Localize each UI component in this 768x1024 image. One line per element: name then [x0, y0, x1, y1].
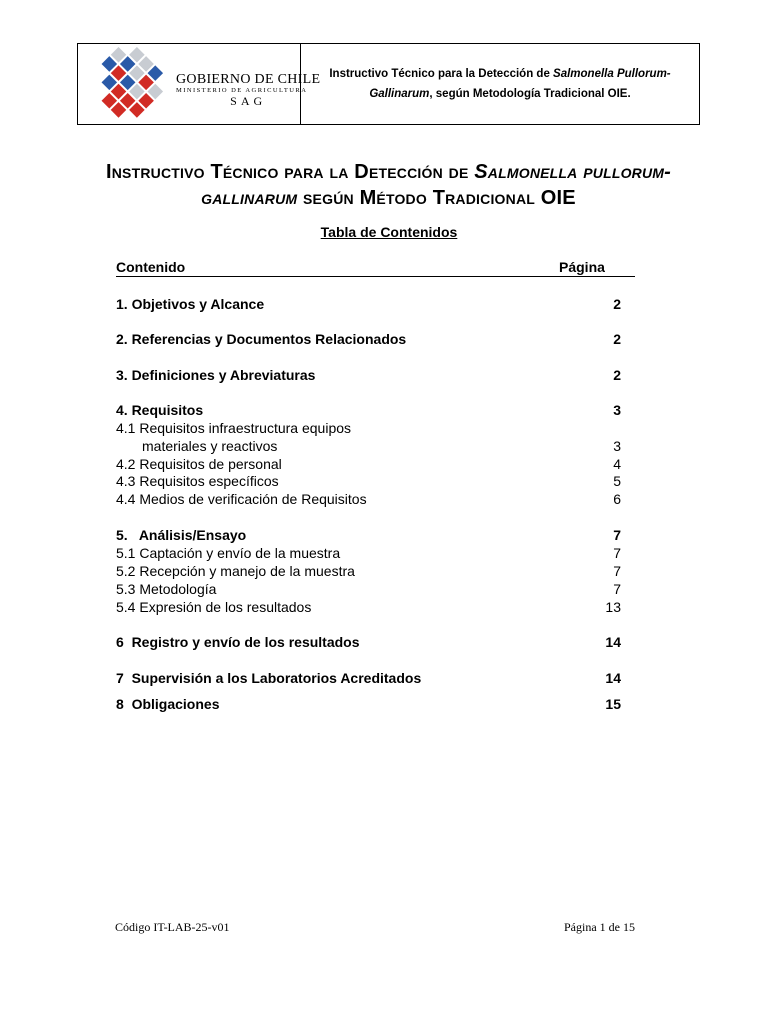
toc-entry-page: 7 — [613, 581, 621, 597]
toc-entry-text: 5.1 Captación y envío de la muestra — [116, 545, 341, 561]
toc-heading: Tabla de Contenidos — [320, 224, 458, 240]
toc-entry-page: 13 — [605, 599, 621, 615]
toc-entry-text: 4. Requisitos — [116, 402, 204, 418]
logo-ministerio-text: MINISTERIO DE AGRICULTURA — [176, 87, 308, 94]
toc-entry — [116, 330, 621, 348]
footer-document-code: Código IT-LAB-25-v01 — [115, 920, 230, 934]
toc-entry — [116, 401, 621, 419]
toc-entry-text: 5.3 Metodología — [116, 581, 217, 597]
header-table — [77, 43, 700, 125]
toc-entry-text: 2. Referencias y Documentos Relacionados — [116, 331, 407, 347]
toc-entry — [116, 562, 621, 580]
toc-entry-text: 7 Supervisión a los Laboratorios Acreditados — [116, 670, 422, 686]
toc-entry — [116, 580, 621, 598]
document-title — [80, 159, 697, 211]
toc-entry — [116, 472, 621, 490]
toc-entry — [116, 669, 621, 687]
toc-entry — [116, 419, 621, 437]
toc-entry-page: 5 — [613, 473, 621, 489]
header-title-part1: Instructivo Técnico para la Detección de — [329, 68, 554, 80]
toc-entry-text: 5.2 Recepción y manejo de la muestra — [116, 563, 355, 579]
toc-entry — [116, 437, 621, 455]
toc-entry-page: 14 — [605, 670, 621, 686]
toc-entry-page: 3 — [613, 438, 621, 454]
toc-entry-page: 2 — [613, 331, 621, 347]
footer-page-number: Página 1 de 15 — [564, 920, 635, 934]
toc-entry — [116, 366, 621, 384]
toc-entry-page: 7 — [613, 527, 621, 543]
toc-entry-page: 14 — [605, 634, 621, 650]
toc-entry — [116, 455, 621, 473]
header-title-italic: Salmonella Pullorum-Gallinarum — [369, 68, 671, 100]
toc-column-page: Página — [559, 259, 605, 275]
toc-entry — [116, 633, 621, 651]
toc-entry-page: 15 — [605, 696, 621, 712]
toc-entry-text: 3. Definiciones y Abreviaturas — [116, 367, 316, 383]
gobierno-de-chile-logo-icon — [81, 47, 173, 129]
document-title-part2: según Método Tradicional OIE — [297, 187, 576, 209]
toc-entry-text: materiales y reactivos — [142, 438, 278, 454]
toc-entry-text: 4.2 Requisitos de personal — [116, 456, 282, 472]
page-footer — [115, 920, 635, 938]
document-title-part1: Instructivo Técnico para la Detección de — [105, 161, 475, 183]
logo-text — [176, 72, 320, 107]
toc-entry-page: 3 — [613, 402, 621, 418]
toc-entry-text: 4.3 Requisitos específicos — [116, 473, 279, 489]
toc-entry-page: 7 — [613, 563, 621, 579]
toc-entry — [116, 598, 621, 616]
toc-entry-text: 4.4 Medios de verificación de Requisitos — [116, 491, 367, 507]
toc-entry-text: 6 Registro y envío de los resultados — [116, 634, 360, 650]
toc-entry-text: 5. Análisis/Ensayo — [116, 527, 247, 543]
toc-entry-page: 2 — [613, 367, 621, 383]
toc-entry-page: 6 — [613, 491, 621, 507]
header-logo-cell — [78, 44, 321, 124]
header-title — [301, 44, 699, 124]
toc-entry-page: 4 — [613, 456, 621, 472]
toc-column-content: Contenido — [116, 259, 186, 275]
toc-entry-text: 8 Obligaciones — [116, 696, 220, 712]
toc-entry-text: 5.4 Expresión de los resultados — [116, 599, 312, 615]
toc-entry — [116, 295, 621, 313]
logo-gobierno-text: GOBIERNO DE CHILE — [176, 72, 321, 87]
document-title-italic: Salmonella pullorum- gallinarum — [201, 161, 672, 209]
toc-entry — [116, 490, 621, 508]
toc-entry-text: 1. Objetivos y Alcance — [116, 296, 265, 312]
toc-entry — [116, 526, 621, 544]
toc-entry-page: 7 — [613, 545, 621, 561]
toc-entry — [116, 544, 621, 562]
toc-entry-page: 2 — [613, 296, 621, 312]
toc-entry — [116, 695, 621, 713]
logo-sag-text: SAG — [230, 94, 267, 108]
toc-column-header — [116, 259, 635, 277]
toc-entry-text: 4.1 Requisitos infraestructura equipos — [116, 420, 352, 436]
header-title-part2: , según Metodología Tradicional OIE. — [429, 88, 631, 100]
